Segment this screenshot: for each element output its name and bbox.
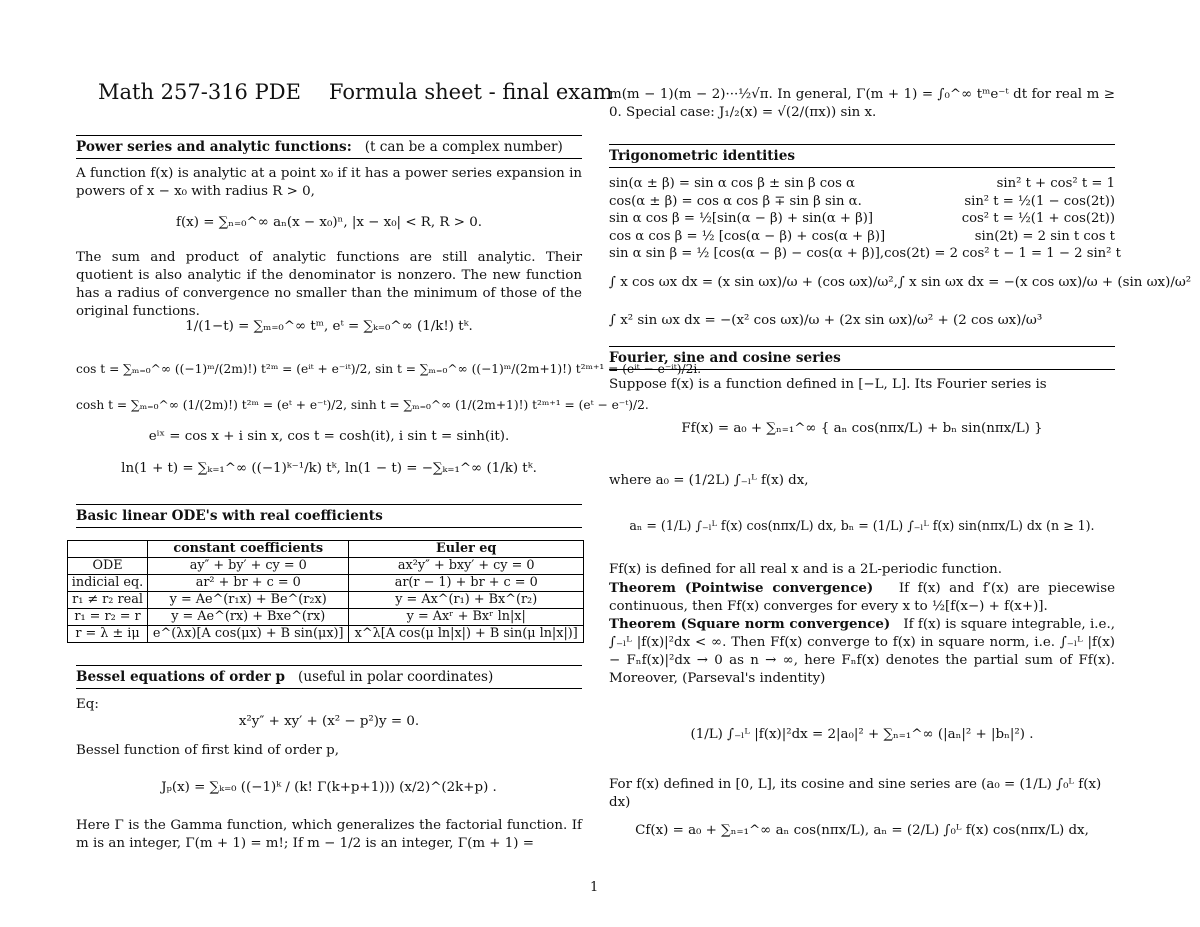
table-cell: x^λ[A cos(μ ln|x|) + B sin(μ ln|x|)] (349, 626, 584, 643)
table-cell: r = λ ± iμ (68, 626, 148, 643)
table-cell: r₁ = r₂ = r (68, 609, 148, 626)
table-header-cell: Euler eq (349, 541, 584, 558)
section-ode-heading: Basic linear ODE's with real coefficients (76, 504, 582, 528)
section-power-series-heading: Power series and analytic functions: (t can be a complex number) (76, 135, 582, 159)
table-cell: r₁ ≠ r₂ real (68, 592, 148, 609)
power-series-equation: f(x) = ∑ₙ₌₀^∞ aₙ(x − x₀)ⁿ, |x − x₀| < R, R > 0. (176, 215, 482, 230)
log-series: ln(1 + t) = ∑ₖ₌₁^∞ ((−1)ᵏ⁻¹/k) tᵏ, ln(1 − t) = −∑ₖ₌₁^∞ (1/k) tᵏ. (121, 461, 537, 476)
bessel-eq-label: Eq: (76, 697, 99, 712)
euler-formula: eⁱˣ = cos x + i sin x, cos t = cosh(it), i sin t = sinh(it). (148, 429, 510, 444)
fourier-series-equation: Ff(x) = a₀ + ∑ₙ₌₁^∞ { aₙ cos(nπx/L) + bₙ sin(nπx/L) } (681, 421, 1043, 436)
table-cell: indicial eq. (68, 575, 148, 592)
theorem-pointwise-text: If f(x) and f′(x) are piecewise continuous, then Ff(x) converges for every x to ½[f(x−) + f(x+)]. (609, 581, 1115, 614)
table-row (68, 558, 584, 575)
table-header-row (68, 541, 584, 558)
section-trig-heading: Trigonometric identities (609, 144, 1115, 168)
theorem-square-norm-text: If f(x) is square integrable, i.e., ∫₋ₗᴸ |f(x)|²dx < ∞. Then Ff(x) converge to f(x) in square norm, i.e. ∫₋ₗᴸ |f(x) − Fₙf(x)|²dx → 0 as n → ∞, here Fₙf(x) denotes the partial sum of Ff(x). Moreover, (Parseval's indentity) (609, 617, 1115, 686)
table-cell: y = Ax^(r₁) + Bx^(r₂) (349, 592, 584, 609)
analytic-properties: The sum and product of analytic functions are still analytic. Their quotient is also analytic if the denominator is nonzero. The new function has a radius of convergence no smaller than the minimum of those of the original functions. (76, 250, 582, 319)
gamma-function-text: Here Γ is the Gamma function, which generalizes the factorial function. If m is an integer, Γ(m + 1) = m!; If m − 1/2 is an integer, Γ(m + 1) = (76, 818, 582, 851)
integral-formulas (609, 274, 1192, 292)
integral-x-cos: ∫ x cos ωx dx = (x sin ωx)/ω + (cos ωx)/ω², (609, 275, 898, 290)
cosh-sinh-series: cosh t = ∑ₘ₌₀^∞ (1/(2m)!) t²ᵐ = (eᵗ + e⁻ᵗ)/2, sinh t = ∑ₘ₌₀^∞ (1/(2m+1)!) t²ᵐ⁺¹ = (eᵗ − e⁻ᵗ)/2. (76, 398, 649, 412)
page-number: 1 (590, 880, 599, 895)
integral-x-sin: ∫ x sin ωx dx = −(x cos ωx)/ω + (sin ωx)/ω² (897, 275, 1192, 290)
theorem-pointwise-name: Theorem (Pointwise convergence) (609, 580, 874, 596)
gamma-continuation: m(m − 1)(m − 2)···½√π. In general, Γ(m + 1) = ∫₀^∞ tᵐe⁻ᵗ dt for real m ≥ 0. Special case: J₁/₂(x) = √(2/(πx)) sin x. (609, 87, 1115, 120)
table-cell: ODE (68, 558, 148, 575)
section-bessel-heading: Bessel equations of order p (useful in polar coordinates) (76, 665, 582, 689)
list-item: cos α cos β = ½ [cos(α − β) + cos(α + β)] sin(2t) = 2 sin t cos t (609, 228, 1115, 244)
table-row (68, 592, 584, 609)
fourier-intro: Suppose f(x) is a function defined in [−L, L]. Its Fourier series is (609, 377, 1047, 392)
analytic-definition: A function f(x) is analytic at a point x₀ if it has a power series expansion in powers of x − x₀ with radius R > 0, (76, 166, 582, 199)
ode-table (67, 540, 584, 643)
theorem-square-norm-name: Theorem (Square norm convergence) (609, 616, 891, 632)
table-cell: ax²y″ + bxy′ + cy = 0 (349, 558, 584, 575)
trig-identities (609, 175, 1121, 263)
bessel-equation: x²y″ + xy′ + (x² − p²)y = 0. (238, 714, 420, 729)
bessel-function-formula: Jₚ(x) = ∑ₖ₌₀ ((−1)ᵏ / (k! Γ(k+p+1))) (x/2)^(2k+p) . (161, 780, 497, 795)
table-cell: y = Ae^(r₁x) + Be^(r₂x) (148, 592, 349, 609)
cos-sin-series: cos t = ∑ₘ₌₀^∞ ((−1)ᵐ/(2m)!) t²ᵐ = (eⁱᵗ + e⁻ⁱᵗ)/2, sin t = ∑ₘ₌₀^∞ ((−1)ᵐ/(2m+1)!) t²ᵐ⁺¹ = (eⁱᵗ − e⁻ⁱᵗ)/2i. (76, 362, 702, 376)
cosine-sine-intro: For f(x) defined in [0, L], its cosine and sine series are (a₀ = (1/L) ∫₀ᴸ f(x) dx) (609, 777, 1102, 810)
list-item: sin(α ± β) = sin α cos β ± sin β cos α sin² t + cos² t = 1 (609, 176, 1115, 191)
table-cell: ar(r − 1) + br + c = 0 (349, 575, 584, 592)
table-header-cell (68, 541, 148, 558)
table-cell: y = Axʳ + Bxʳ ln|x| (349, 609, 584, 626)
integral-x2-sin: ∫ x² sin ωx dx = −(x² cos ωx)/ω + (2x sin ωx)/ω² + (2 cos ωx)/ω³ (609, 313, 1043, 328)
fourier-coefficients: aₙ = (1/L) ∫₋ₗᴸ f(x) cos(nπx/L) dx, bₙ = (1/L) ∫₋ₗᴸ f(x) sin(nπx/L) dx (n ≥ 1). (629, 518, 1095, 533)
table-cell: y = Ae^(rx) + Bxe^(rx) (148, 609, 349, 626)
table-header-cell: constant coefficients (148, 541, 349, 558)
page-title (98, 80, 613, 104)
list-item: cos(α ± β) = cos α cos β ∓ sin β sin α. sin² t = ½(1 − cos(2t)) (609, 193, 1115, 209)
table-row (68, 575, 584, 592)
theorem-square-norm (609, 615, 1115, 688)
table-cell: e^(λx)[A cos(μx) + B sin(μx)] (148, 626, 349, 643)
bessel-function-intro: Bessel function of first kind of order p, (76, 743, 339, 758)
section-fourier-heading: Fourier, sine and cosine series (609, 346, 1115, 370)
parseval-identity: (1/L) ∫₋ₗᴸ |f(x)|²dx = 2|a₀|² + ∑ₙ₌₁^∞ (|aₙ|² + |bₙ|²) . (690, 727, 1034, 742)
sheet-title: Formula sheet - final exam (328, 80, 613, 104)
table-row (68, 626, 584, 643)
geometric-exp-series: 1/(1−t) = ∑ₘ₌₀^∞ tᵐ, eᵗ = ∑ₖ₌₀^∞ (1/k!) tᵏ. (185, 319, 473, 334)
a0-definition: where a₀ = (1/2L) ∫₋ₗᴸ f(x) dx, (609, 473, 809, 488)
list-item: sin α sin β = ½ [cos(α − β) − cos(α + β)], cos(2t) = 2 cos² t − 1 = 1 − 2 sin² t (609, 246, 1121, 262)
list-item: sin α cos β = ½[sin(α − β) + sin(α + β)] cos² t = ½(1 + cos(2t)) (609, 211, 1115, 227)
table-cell: ay″ + by′ + cy = 0 (148, 558, 349, 575)
theorem-pointwise (609, 579, 1115, 616)
table-cell: ar² + br + c = 0 (148, 575, 349, 592)
cosine-series-equation: Cf(x) = a₀ + ∑ₙ₌₁^∞ aₙ cos(nπx/L), aₙ = (2/L) ∫₀ᴸ f(x) cos(nπx/L) dx, (635, 823, 1089, 838)
periodic-note: Ff(x) is defined for all real x and is a 2L-periodic function. (609, 562, 1003, 577)
table-row (68, 609, 584, 626)
course-name: Math 257-316 PDE (98, 80, 301, 104)
